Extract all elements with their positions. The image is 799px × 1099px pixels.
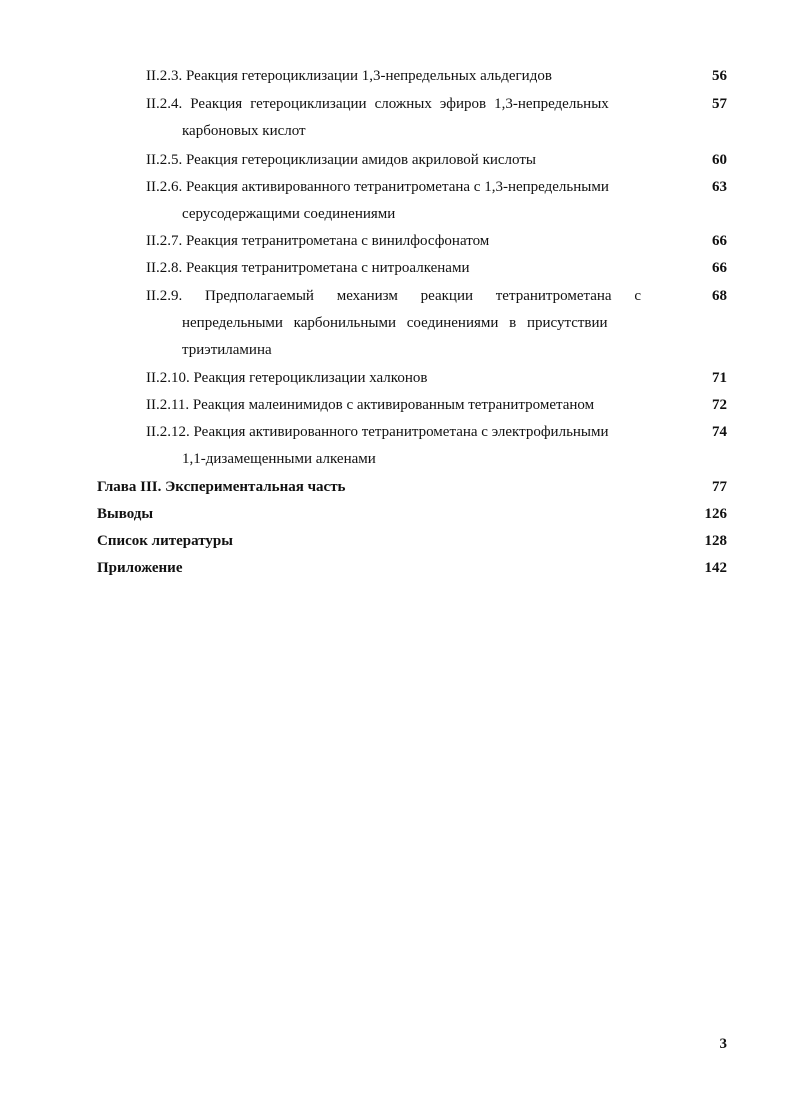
toc-chapter-page: 77 xyxy=(712,479,727,495)
toc-chapter-line: Список литературы xyxy=(97,533,233,549)
toc-chapter-title xyxy=(97,555,657,582)
toc-entry-title xyxy=(146,174,646,228)
toc-entry-line: II.2.9. Предполагаемый механизм реакции тетранитрометана с xyxy=(146,288,641,304)
page-number: 3 xyxy=(719,1036,727,1052)
toc-entry-line: карбоновых кислот xyxy=(182,123,306,139)
toc-chapter-page: 128 xyxy=(704,533,727,549)
toc-entry-title xyxy=(146,228,646,255)
toc-entry-line: II.2.12. Реакция активированного тетранитрометана с электрофильными xyxy=(146,424,609,440)
toc-entry-title xyxy=(146,63,646,90)
toc-chapter-title xyxy=(97,474,657,501)
toc-chapter-title xyxy=(97,501,657,528)
toc-entry-title xyxy=(146,392,646,419)
toc-entry-page: 68 xyxy=(712,288,727,304)
toc-entry-line xyxy=(146,91,646,118)
toc-entry-title xyxy=(146,283,646,364)
toc-chapter-page: 126 xyxy=(704,506,727,522)
toc-entry-line: II.2.8. Реакция тетранитрометана с нитроалкенами xyxy=(146,260,470,276)
toc-entry-line: II.2.10. Реакция гетероциклизации халконов xyxy=(146,370,428,386)
toc-entry-line: триэтиламина xyxy=(182,342,272,358)
toc-entry-line: непредельными карбонильными соединениями в присутствии xyxy=(182,315,608,331)
toc-entry-page: 72 xyxy=(712,397,727,413)
toc-entry-page: 71 xyxy=(712,370,727,386)
toc-entry-line-text: II.2.4. Реакция гетероциклизации сложных эфиров 1,3-непредельных xyxy=(146,96,609,112)
toc-entry-line: II.2.6. Реакция активированного тетранитрометана с 1,3-непредельными xyxy=(146,179,609,195)
toc-entry-line: II.2.5. Реакция гетероциклизации амидов акриловой кислоты xyxy=(146,152,536,168)
toc-chapter-line: Приложение xyxy=(97,560,183,576)
toc-entry-line: II.2.3. Реакция гетероциклизации 1,3-непредельных альдегидов xyxy=(146,68,552,84)
toc-entry-line: II.2.11. Реакция малеинимидов с активированным тетранитрометаном xyxy=(146,397,595,413)
toc-entry-line: 1,1-дизамещенными алкенами xyxy=(182,451,376,467)
toc-chapter-title xyxy=(97,528,657,555)
toc-entry-title xyxy=(146,365,646,392)
toc-entry-page: 60 xyxy=(712,152,727,168)
toc-entry-title xyxy=(146,255,646,282)
toc-entry-line: II.2.7. Реакция тетранитрометана с винилфосфонатом xyxy=(146,233,490,249)
toc-chapter-line: Выводы xyxy=(97,506,154,522)
toc-entry-page: 66 xyxy=(712,260,727,276)
toc-entry-page: 63 xyxy=(712,179,727,195)
toc-entry-page: 56 xyxy=(712,68,727,84)
toc-chapter-line: Глава III. Экспериментальная часть xyxy=(97,479,346,495)
toc-entry-title xyxy=(146,147,646,174)
toc-entry-title xyxy=(146,91,646,145)
toc-entry-page: 66 xyxy=(712,233,727,249)
toc-entry-page: 57 xyxy=(712,96,727,112)
toc-entry-page: 74 xyxy=(712,424,727,440)
toc-chapter-page: 142 xyxy=(704,560,727,576)
toc-entry-title xyxy=(146,419,646,473)
toc-entry-line: серусодержащими соединениями xyxy=(182,206,396,222)
